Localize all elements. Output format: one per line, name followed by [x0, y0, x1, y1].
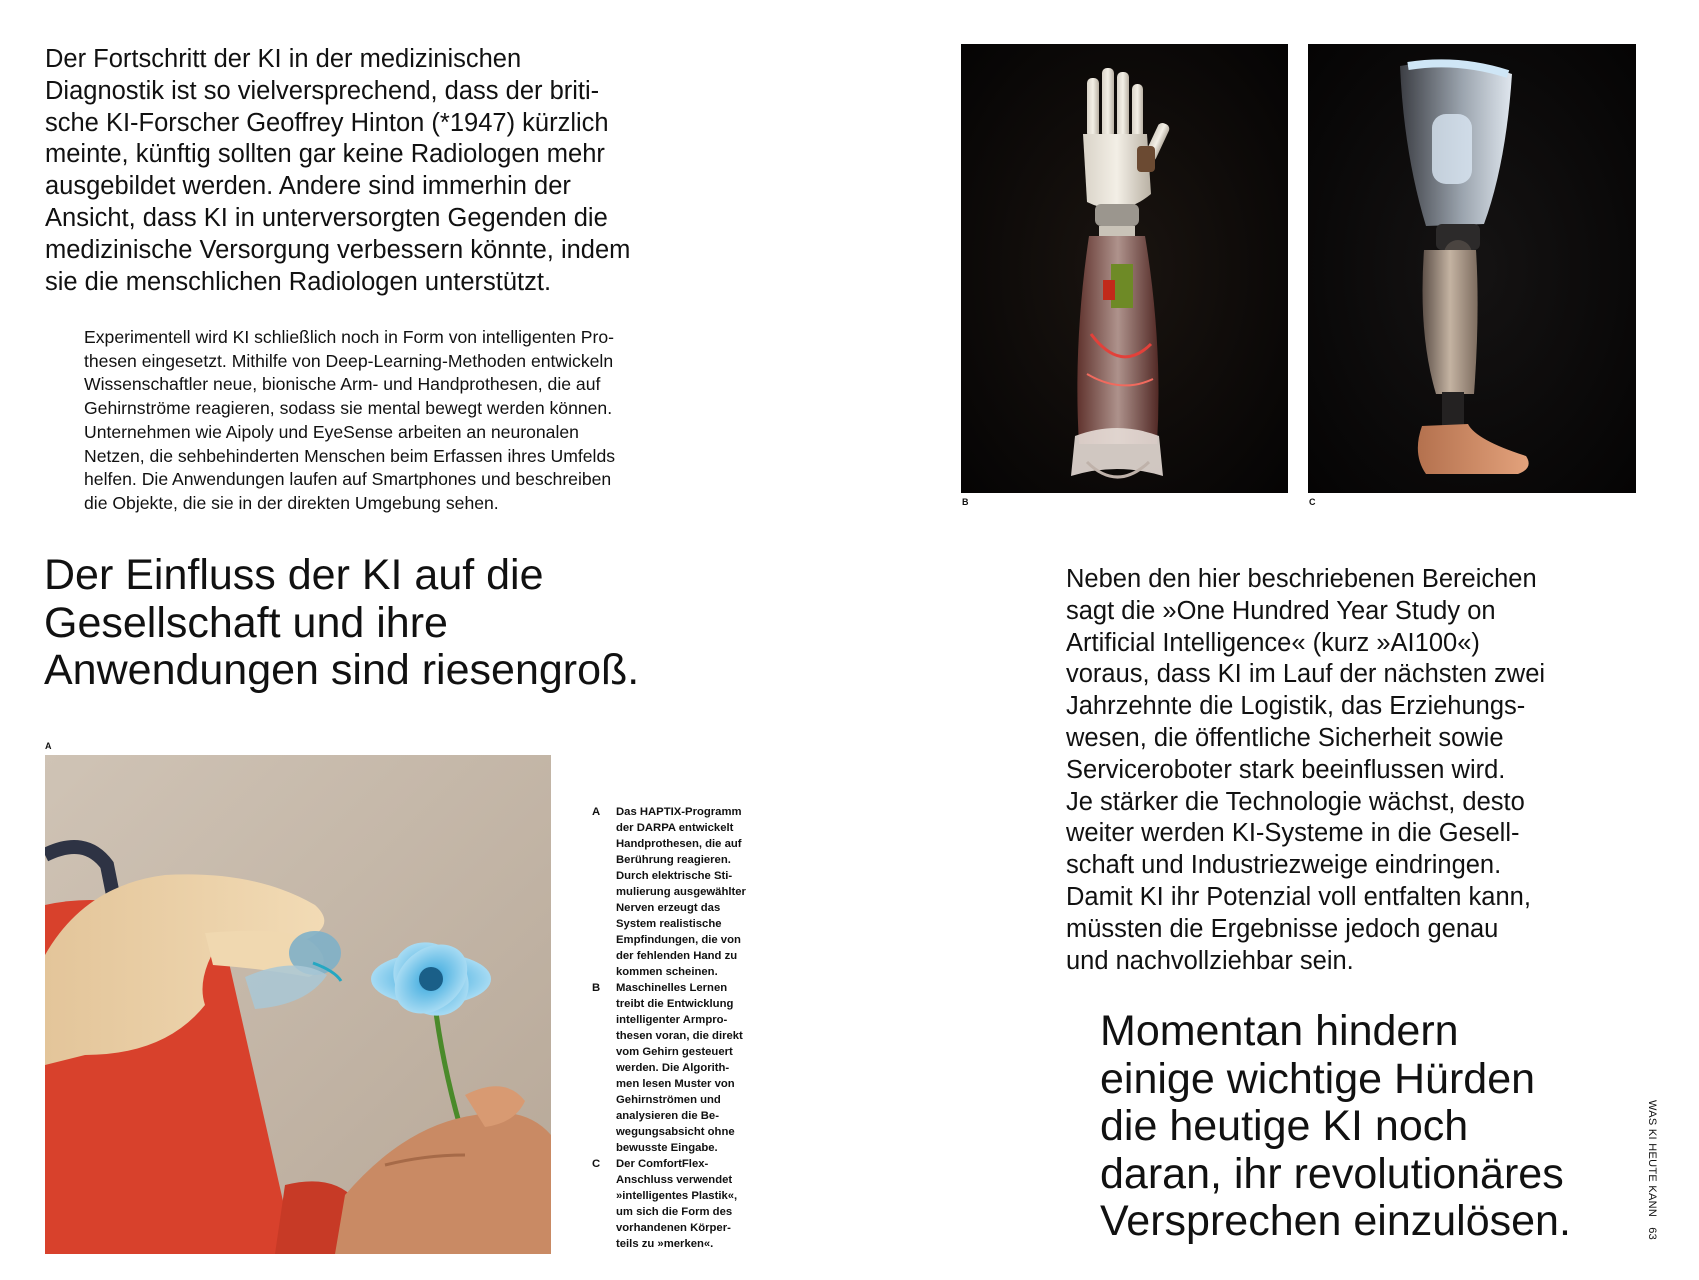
- text-line: helfen. Die Anwendungen laufen auf Smartphones und beschreiben: [84, 469, 612, 490]
- photo-c-label: C: [1309, 497, 1316, 507]
- caption-line: um sich die Form des: [616, 1206, 733, 1218]
- caption-line: teils zu »merken«.: [616, 1238, 714, 1250]
- caption-line: kommen scheinen.: [616, 966, 718, 978]
- caption-letter: A: [592, 806, 601, 818]
- caption-line: Nerven erzeugt das: [616, 902, 721, 914]
- headline-line: die heutige KI noch: [1100, 1102, 1469, 1150]
- caption-letter: C: [592, 1158, 601, 1170]
- caption-line: System realistische: [616, 918, 722, 930]
- caption-line: werden. Die Algorith-: [616, 1062, 730, 1074]
- text-line: thesen eingesetzt. Mithilfe von Deep-Learning-Methoden entwickeln: [84, 350, 614, 371]
- text-line: Jahrzehnte die Logistik, das Erziehungs-: [1066, 692, 1526, 721]
- caption-line: Berührung reagieren.: [616, 854, 731, 866]
- caption-line: wegungsabsicht ohne: [616, 1126, 735, 1138]
- caption-line: Empfindungen, die von: [616, 934, 741, 946]
- headline-line: Versprechen einzulösen.: [1100, 1197, 1571, 1245]
- caption-line: analysieren die Be-: [616, 1110, 719, 1122]
- text-line: Je stärker die Technologie wächst, desto: [1066, 787, 1525, 816]
- headline-right: [1100, 1008, 1660, 1246]
- caption-line: Das HAPTIX-Programm: [616, 806, 742, 818]
- page-number: 63: [1646, 1227, 1658, 1241]
- caption-line: der fehlenden Hand zu: [616, 950, 738, 962]
- caption-line: vom Gehirn gesteuert: [616, 1046, 733, 1058]
- text-line: ausgebildet werden. Andere sind immerhin der: [45, 172, 571, 201]
- caption-line: intelligenter Armpro-: [616, 1014, 728, 1026]
- headline-line: daran, ihr revolutionäres: [1100, 1149, 1564, 1198]
- caption-line: der DARPA entwickelt: [616, 822, 734, 834]
- caption-line: Anschluss verwendet: [616, 1174, 733, 1186]
- caption-line: thesen voran, die direkt: [616, 1030, 743, 1042]
- caption-line: bewusste Eingabe.: [616, 1142, 718, 1154]
- text-line: und nachvollziehbar sein.: [1066, 946, 1354, 975]
- photo-b-label: B: [962, 497, 969, 507]
- text-line: die Objekte, die sie in der direkten Umgebung sehen.: [84, 492, 499, 513]
- text-line: Unternehmen wie Aipoly und EyeSense arbeiten an neuronalen: [84, 421, 579, 442]
- indented-paragraph: [84, 326, 714, 516]
- caption-letter: B: [592, 982, 601, 994]
- text-line: Artificial Intelligence« (kurz »AI100«): [1066, 628, 1480, 657]
- caption-line: treibt die Entwicklung: [616, 998, 734, 1010]
- text-line: Ansicht, dass KI in unterversorgten Gegenden die: [45, 203, 608, 232]
- caption-line: Maschinelles Lernen: [616, 982, 728, 994]
- headline-line: einige wichtige Hürden: [1100, 1054, 1536, 1103]
- right-paragraph: [1066, 564, 1626, 977]
- caption-line: vorhandenen Körper-: [616, 1222, 731, 1234]
- caption-line: mulierung ausgewählter: [616, 886, 746, 898]
- text-line: Netzen, die sehbehinderten Menschen beim Erfassen ihres Umfelds: [84, 445, 616, 466]
- caption-line: »intelligentes Plastik«,: [616, 1190, 738, 1202]
- text-line: Der Fortschritt der KI in der medizinischen: [45, 45, 522, 73]
- text-line: Neben den hier beschriebenen Bereichen: [1066, 565, 1537, 593]
- caption-c: [592, 1156, 762, 1252]
- text-line: voraus, dass KI im Lauf der nächsten zwei: [1066, 660, 1546, 689]
- text-line: Serviceroboter stark beeinflussen wird.: [1066, 755, 1506, 784]
- running-footer: [1644, 1100, 1664, 1260]
- caption-line: Durch elektrische Sti-: [616, 870, 733, 882]
- text-line: Gehirnströme reagieren, sodass sie mental bewegt werden können.: [84, 398, 613, 419]
- text-line: schaft und Industriezweige eindringen.: [1066, 851, 1502, 880]
- headline-line: Momentan hindern: [1100, 1007, 1459, 1055]
- photo-captions: [592, 804, 762, 1252]
- photo-b-bionic-arm: [961, 44, 1288, 493]
- caption-b: [592, 980, 762, 1156]
- caption-line: Gehirnströmen und: [616, 1094, 721, 1106]
- text-line: Wissenschaftler neue, bionische Arm- und Handprothesen, die auf: [84, 374, 601, 395]
- caption-line: Der ComfortFlex-: [616, 1158, 709, 1170]
- text-line: Diagnostik ist so vielversprechend, dass der briti-: [45, 76, 600, 105]
- headline-line: Anwendungen sind riesengroß.: [44, 646, 640, 694]
- text-line: Experimentell wird KI schließlich noch in Form von intelligenten Pro-: [84, 327, 614, 347]
- caption-line: men lesen Muster von: [616, 1078, 735, 1090]
- running-title: WAS KI HEUTE KANN: [1646, 1100, 1658, 1218]
- photo-c-prosthetic-leg: [1308, 44, 1636, 493]
- headline-left: [44, 552, 744, 695]
- photo-a-label: A: [45, 741, 52, 751]
- headline-line: Der Einfluss der KI auf die: [44, 551, 544, 599]
- text-line: wesen, die öffentliche Sicherheit sowie: [1066, 723, 1504, 752]
- text-line: sagt die »One Hundred Year Study on: [1066, 596, 1496, 625]
- text-line: sche KI-Forscher Geoffrey Hinton (*1947) kürzlich: [45, 108, 609, 137]
- text-line: meinte, künftig sollten gar keine Radiologen mehr: [45, 140, 605, 169]
- text-line: müssten die Ergebnisse jedoch genau: [1066, 914, 1499, 943]
- caption-a: [592, 804, 762, 980]
- text-line: sie die menschlichen Radiologen unterstützt.: [45, 267, 552, 296]
- caption-line: Handprothesen, die auf: [616, 838, 742, 850]
- text-line: weiter werden KI-Systeme in die Gesell-: [1066, 819, 1520, 848]
- headline-line: Gesellschaft und ihre: [44, 598, 448, 647]
- intro-paragraph: [45, 44, 705, 298]
- text-line: medizinische Versorgung verbessern könnte, indem: [45, 235, 631, 264]
- photo-a-haptix-hand: [45, 755, 551, 1254]
- text-line: Damit KI ihr Potenzial voll entfalten kann,: [1066, 882, 1531, 911]
